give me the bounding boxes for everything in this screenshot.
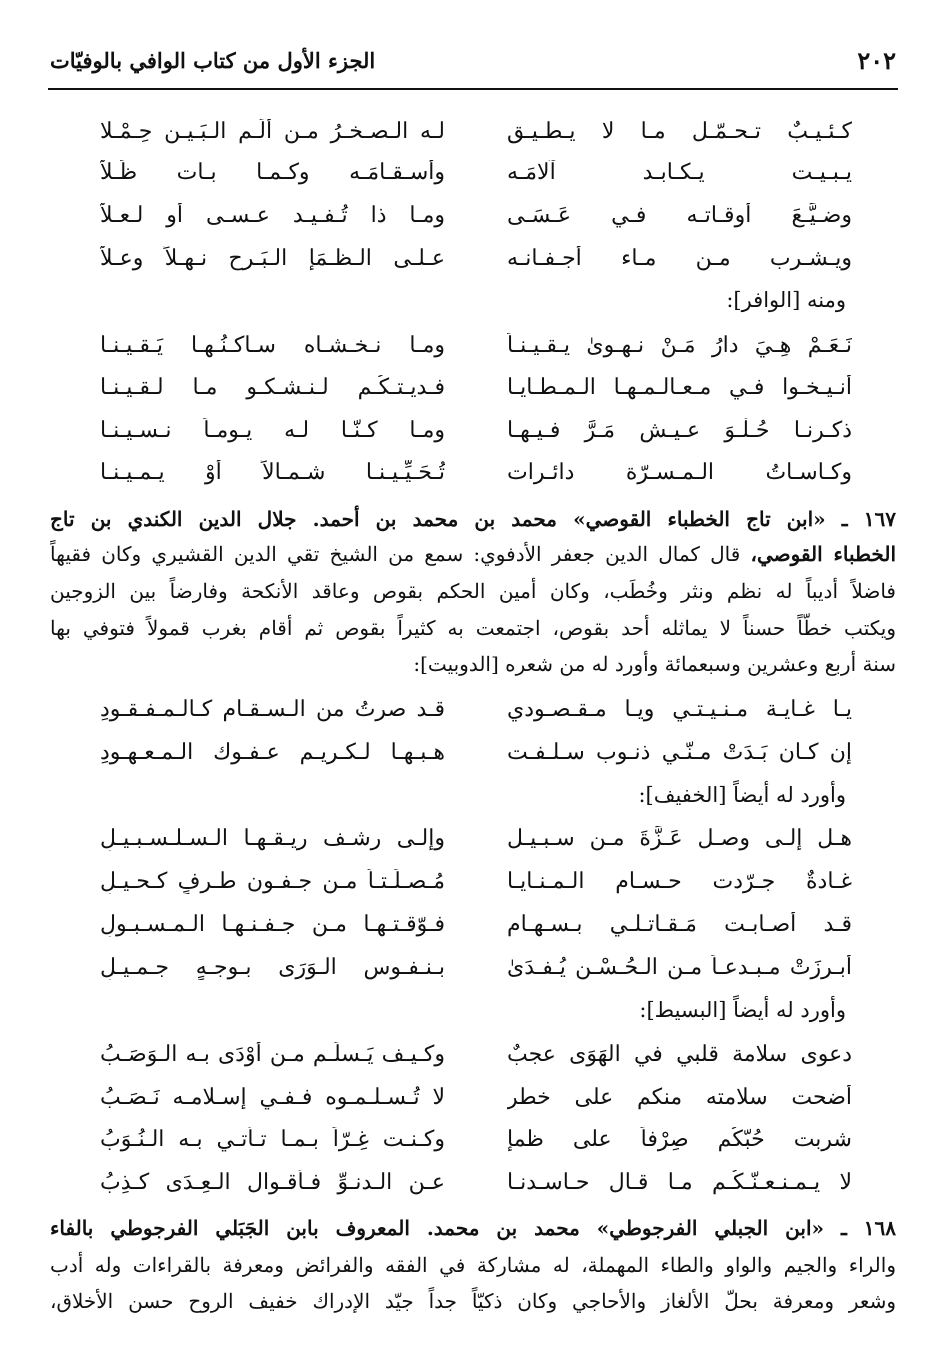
verse-second-hemistich: ومـا كـنّـا لـه يـومـاً نـسـيـنـا — [100, 417, 445, 443]
entry-167-name-continuation: الخطباء القوصي، — [750, 542, 896, 566]
verse-first-hemistich: دعوى سلامة قلبي في الهَوَى عجبٌ — [507, 1041, 852, 1067]
verse-first-hemistich: ذكـرنـا حُـلْـوَ عـيـشٍ مَـرَّ فـيـهـا — [507, 417, 852, 443]
verse-second-hemistich: عـلـى الـظـمَإ الـبَـرح نـهـلاً وعـلاّ — [100, 245, 445, 271]
verse-second-hemistich: مُـصـلَـتـاً مـن جـفـون طـرفٍ كـحـيـلِ — [100, 868, 445, 894]
poem4-verse-4 — [100, 947, 852, 987]
entry-168-name: ١٦٨ ـ «ابن الجبلي الفرجوطي» محمد بن محمد. المعروف بابن الجَبَلي الفرجوطي — [110, 1216, 896, 1240]
page-number: ٢٠٢ — [857, 45, 896, 75]
entry-168-line-2: والراء والجيم والواو والطاء المهملة، له مشاركة في الفقه والفرائض ومعرفة بالقراءات وله أدب — [50, 1253, 896, 1277]
verse-first-hemistich: أنـيـخـوا فـي مـعـالـمـهـا الـمـطـايـا — [507, 374, 852, 400]
verse-first-hemistich: إن كـان بَـدَتْ مـنّـي ذنـوب سـلـفـت — [507, 739, 852, 765]
poem3-verse-1 — [100, 689, 852, 729]
poem5-verse-2 — [100, 1077, 852, 1117]
verse-first-hemistich: غـادةٌ جـرّدت حـسـام الـمـنـايـا — [507, 868, 852, 894]
verse-second-hemistich: وإلـى رشـف ريـقـهـا الـسـلـسـبـيـلِ — [100, 825, 445, 851]
verse-second-hemistich: فـديـتـكُـم لـنـشـكـو مـا لـقـيـنـا — [100, 374, 445, 400]
verse-first-hemistich: قـد أصـابـت مَـقـاتـلـي بـسـهـامٍ — [507, 911, 852, 937]
verse-second-hemistich: وكـيـف يَـسلَـم مـن أوْدَى بـه الـوَصَـبُ — [100, 1041, 445, 1067]
verse-first-hemistich: أضحت سلامته منكم على خطرٍ — [507, 1084, 852, 1110]
poem2-verse-3 — [100, 410, 852, 450]
poem5-verse-4 — [100, 1162, 852, 1202]
verse-first-hemistich: ويـشـرب مـن مـاء أجـفـانـه — [507, 245, 852, 271]
poem2-verse-1 — [100, 325, 852, 365]
verse-second-hemistich: ومـا ذا تُـفـيـد عـسـى أو لـعـلاّ — [100, 202, 445, 228]
entry-167-heading: ١٦٧ ـ «ابن تاج الخطباء القوصي» محمد بن محمد بن أحمد. جلال الدين الكندي بن تاج — [50, 507, 896, 531]
verse-second-hemistich: فـوّقـتـهـا مـن جـفـنـهـا الـمـسـبـولِ — [100, 911, 445, 937]
entry-167-text: قال كمال الدين جعفر الأدفوي: سمع من الشيخ تقي الدين القشيري وكان فقيهاً — [50, 542, 751, 566]
verse-second-hemistich: عـن الـدنـوِّ فـأقـوال الـعِـدَى كـذِبُ — [100, 1169, 445, 1195]
verse-first-hemistich: أبـرزَتْ مـبـدعـاً مـن الـحُـسْـنِ يُـفـدَىٰ — [507, 954, 852, 980]
poem1-verse-1 — [100, 111, 852, 151]
poem1-verse-3 — [100, 195, 852, 235]
entry-167-line-2 — [50, 537, 896, 571]
poem1-verse-2 — [100, 152, 852, 192]
poem5-verse-3 — [100, 1119, 852, 1159]
poem4-verse-2 — [100, 861, 852, 901]
verse-first-hemistich: وضـيَّـعَ أوقـاتـه فـي عَـسَـى — [507, 202, 852, 228]
verse-first-hemistich: كـئـيـبٌ تـحـمّـل مـا لا يـطـيـق — [507, 118, 852, 144]
verse-second-hemistich: لـه الـصـخـرُ مـن أَلَـم الـبَـيـن حِـمْـلا — [100, 118, 445, 144]
verse-first-hemistich: يـا غـايـة مـنـيـتـي ويـا مـقـصـودي — [507, 696, 852, 722]
page-header — [50, 38, 896, 82]
entry-167-line-5: سنة أربع وعشرين وسبعمائة وأورد له من شعره [الدوبيت]: — [413, 652, 896, 676]
verse-first-hemistich: شربت حُبّكُم صِرْفاً على ظمإٍ — [507, 1126, 852, 1152]
entry-167-line-3: فاضلاً أديباً له نظم ونثر وخُطَب، وكان أمين الحكم بقوص وعاقد الأنكحة وفارضاً بين الزوجين — [50, 579, 896, 603]
entry-168-heading — [50, 1211, 896, 1245]
poem2-verse-4 — [100, 452, 852, 492]
poem4-verse-3 — [100, 904, 852, 944]
verse-first-hemistich: هـل إلـى وصـل عَـزَّةَ مـن سـبـيـل — [507, 825, 852, 851]
header-divider — [48, 88, 898, 90]
meter-intro-wafir: ومنه [الوافر]: — [726, 288, 846, 312]
verse-second-hemistich: هـبـهـا لـكـريـم عـفـوك الـمـعـهـودِ — [100, 739, 445, 765]
verse-second-hemistich: ومـا نـخـشـاه سـاكـنُـهـا يَـقـيـنـا — [100, 332, 445, 358]
poem4-verse-1 — [100, 818, 852, 858]
verse-first-hemistich: لا يـمـنـعـنّـكُـم مـا قـال حـاسـدنـا — [507, 1169, 852, 1195]
entry-168-line-3: وشعر ومعرفة بحلّ الألغاز والأحاجي وكان ذكيّاً جداً جيّد الإدراك خفيف الروح حسن الأخلاق، — [50, 1289, 896, 1313]
verse-second-hemistich: وكـنـت غِـرّاً بـمـا تـأتـي بـه الـنُـوَبُ — [100, 1126, 445, 1152]
running-title: الجزء الأول من كتاب الوافي بالوفيّات — [50, 47, 376, 73]
verse-second-hemistich: تُـحَـيِّـيـنـا شـمـالاً أوْ يـمـيـنـا — [100, 459, 445, 485]
verse-second-hemistich: بـنـفـوس الـوَرَى بـوجـهٍ جـمـيـلِ — [100, 954, 445, 980]
verse-second-hemistich: قـد صرتُ من الـسـقـام كـالـمـفـقـودِ — [100, 696, 445, 722]
meter-intro-basit: وأورد له أيضاً [البسيط]: — [639, 998, 846, 1022]
verse-first-hemistich: نَـعَـمْ هِـيَ دارُ مَـنْ نـهـوىٰ يـقـيـنـاً — [507, 332, 852, 358]
verse-first-hemistich: وكـاسـاتُ الـمـسـرّة دائـرات — [507, 459, 852, 485]
poem1-verse-4 — [100, 238, 852, 278]
verse-second-hemistich: وأسـقـامَـه وكـمـا بـات ظَـلاّ — [100, 159, 445, 185]
entry-168-text: بالفاء — [50, 1216, 111, 1240]
entry-167-line-4: ويكتب خطّاً حسناً لا يماثله أحد بقوص، اجتمعت به كثيراً بقوص ثم أقام بغرب قمولاً فتوفي بها — [50, 616, 896, 640]
verse-first-hemistich: يـبـيـت يـكـابـد آلامَـه — [507, 159, 852, 185]
poem5-verse-1 — [100, 1034, 852, 1074]
verse-second-hemistich: لا تُـسـلـمـوه فـفـي إسـلامـه نَـصَـبُ — [100, 1084, 445, 1110]
poem3-verse-2 — [100, 732, 852, 772]
poem2-verse-2 — [100, 367, 852, 407]
meter-intro-khafif: وأورد له أيضاً [الخفيف]: — [638, 783, 846, 807]
